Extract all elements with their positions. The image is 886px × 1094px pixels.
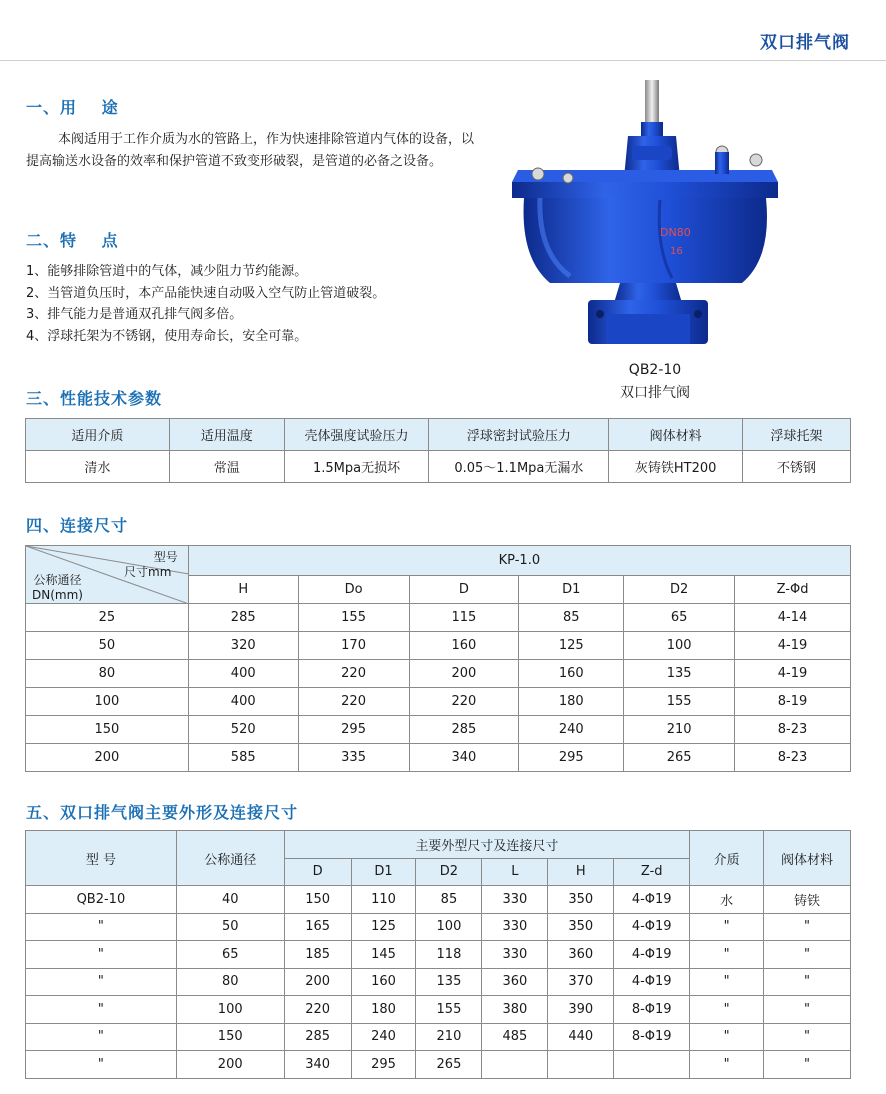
table-cell: 100	[26, 688, 189, 716]
table-cell: 340	[284, 1051, 351, 1079]
performance-table	[25, 418, 851, 483]
table-header-cell: 阀体材料	[609, 419, 743, 451]
title-divider	[0, 60, 886, 61]
feature-item: 1、能够排除管道中的气体，减少阻力节约能源。	[26, 264, 308, 279]
table-cell: 295	[351, 1051, 416, 1079]
table-cell: 铸铁	[764, 886, 851, 914]
table-cell: 65	[176, 941, 284, 969]
section-features-title: 特 点	[60, 231, 128, 250]
section-connection-heading: 四、连接尺寸	[26, 516, 129, 535]
feature-list	[26, 261, 486, 347]
table-cell: "	[26, 968, 177, 996]
table-header-cell: H	[548, 858, 614, 886]
table-cell: 150	[26, 716, 189, 744]
table-header-cell: 公称通径	[176, 831, 284, 886]
table-cell: 330	[482, 886, 548, 914]
table-cell: 100	[176, 996, 284, 1024]
table-cell: "	[690, 913, 764, 941]
table-cell: 125	[351, 913, 416, 941]
table-cell: 80	[176, 968, 284, 996]
table-cell: 285	[188, 604, 298, 632]
table-cell: 65	[624, 604, 735, 632]
table-cell: 180	[519, 688, 624, 716]
table-corner-cell	[26, 546, 189, 604]
table-cell: 4-Φ19	[614, 941, 690, 969]
table-cell: 350	[548, 913, 614, 941]
table-cell: "	[690, 1051, 764, 1079]
table-header-cell: 浮球密封试验压力	[429, 419, 609, 451]
table-cell: 320	[188, 632, 298, 660]
page-title: 双口排气阀	[760, 33, 850, 53]
table-header-cell: Do	[298, 575, 409, 604]
valve-product-image	[510, 78, 782, 353]
table-cell: 125	[519, 632, 624, 660]
table-row	[26, 1023, 851, 1051]
section-use-number: 一、	[26, 98, 61, 117]
table-header-cell: 介质	[690, 831, 764, 886]
table-cell: "	[764, 1023, 851, 1051]
table-header-cell: 壳体强度试验压力	[284, 419, 429, 451]
table-cell: "	[690, 968, 764, 996]
table-cell: "	[764, 996, 851, 1024]
table-cell: 水	[690, 886, 764, 914]
table-cell: 335	[298, 744, 409, 772]
table-cell: "	[690, 1023, 764, 1051]
table-cell: 220	[298, 688, 409, 716]
table-cell: "	[764, 913, 851, 941]
valve-top-flange	[512, 182, 778, 198]
table-header-cell: D2	[416, 858, 482, 886]
table-cell: 85	[519, 604, 624, 632]
corner-model-label: 型号	[153, 550, 178, 564]
section-outline-heading: 五、双口排气阀主要外形及连接尺寸	[26, 803, 299, 822]
table-cell: 1.5Mpa无损坏	[284, 451, 429, 483]
table-cell: 360	[548, 941, 614, 969]
table-cell: QB2-10	[26, 886, 177, 914]
table-cell: 330	[482, 941, 548, 969]
table-cell	[482, 1051, 548, 1079]
table-cell: "	[26, 941, 177, 969]
product-name-caption: 双口排气阀	[620, 385, 690, 401]
table-cell: 160	[519, 660, 624, 688]
table-row	[26, 660, 851, 688]
table-row	[26, 604, 851, 632]
table-header-cell: H	[188, 575, 298, 604]
table-cell: 485	[482, 1023, 548, 1051]
table-row	[26, 716, 851, 744]
table-row	[26, 632, 851, 660]
table-cell: 160	[351, 968, 416, 996]
table-cell: "	[26, 1023, 177, 1051]
section-features-number: 二、	[26, 231, 61, 250]
table-cell: 265	[416, 1051, 482, 1079]
table-row	[26, 886, 851, 914]
table-header-row	[26, 546, 851, 576]
table-cell: 150	[284, 886, 351, 914]
table-cell: 50	[176, 913, 284, 941]
table-cell: 4-Φ19	[614, 913, 690, 941]
table-cell: "	[764, 941, 851, 969]
table-cell: 180	[351, 996, 416, 1024]
table-cell: "	[764, 1051, 851, 1079]
table-cell: 8-Φ19	[614, 996, 690, 1024]
section-use-heading	[26, 95, 128, 118]
section-use-title: 用 途	[60, 98, 128, 117]
table-cell: 330	[482, 913, 548, 941]
table-cell: 40	[176, 886, 284, 914]
table-cell: 360	[482, 968, 548, 996]
table-cell: 常温	[169, 451, 284, 483]
table-cell: 155	[624, 688, 735, 716]
table-cell: 210	[416, 1023, 482, 1051]
table-cell: 150	[176, 1023, 284, 1051]
table-cell: 4-19	[735, 660, 851, 688]
valve-stem	[645, 80, 659, 128]
table-cell: 585	[188, 744, 298, 772]
table-cell: 100	[624, 632, 735, 660]
table-cell: 85	[416, 886, 482, 914]
table-header-cell: D2	[624, 575, 735, 604]
table-model-header: KP-1.0	[188, 546, 850, 576]
bolt-icon	[532, 168, 544, 180]
table-cell: 145	[351, 941, 416, 969]
outline-table-body	[26, 886, 851, 1079]
table-cell: 440	[548, 1023, 614, 1051]
table-cell: 220	[284, 996, 351, 1024]
table-cell: 185	[284, 941, 351, 969]
table-cell: 118	[416, 941, 482, 969]
table-row	[26, 913, 851, 941]
section-performance-heading: 三、性能技术参数	[26, 389, 163, 408]
table-cell: 340	[409, 744, 519, 772]
table-cell: 370	[548, 968, 614, 996]
table-cell: 285	[409, 716, 519, 744]
valve-size-mark: DN80	[660, 226, 691, 239]
table-cell: 380	[482, 996, 548, 1024]
table-cell: 灰铸铁HT200	[609, 451, 743, 483]
table-cell	[614, 1051, 690, 1079]
table-header-cell: Z-Φd	[735, 575, 851, 604]
table-cell: 240	[351, 1023, 416, 1051]
table-header-cell: L	[482, 858, 548, 886]
table-cell: 100	[416, 913, 482, 941]
table-cell: 50	[26, 632, 189, 660]
table-header-cell: D1	[351, 858, 416, 886]
feature-item: 2、当管道负压时，本产品能快速自动吸入空气防止管道破裂。	[26, 285, 386, 301]
table-header-cell: 型 号	[26, 831, 177, 886]
table-cell: 295	[519, 744, 624, 772]
table-cell: "	[26, 1051, 177, 1079]
table-cell	[548, 1051, 614, 1079]
table-cell: 210	[624, 716, 735, 744]
table-header-cell: 阀体材料	[764, 831, 851, 886]
table-cell: "	[26, 913, 177, 941]
table-cell: 350	[548, 886, 614, 914]
table-row	[26, 451, 851, 483]
table-cell: 170	[298, 632, 409, 660]
table-row	[26, 1051, 851, 1079]
valve-pressure-mark: 16	[670, 246, 683, 257]
section-use-text: 本阀适用于工作介质为水的管路上，作为快速排除管道内气体的设备，以提高输送水设备的效率和保护管道不致变形破裂，是管道的必备之设备。	[26, 132, 475, 169]
table-header-row	[26, 419, 851, 451]
table-header-cell: 适用温度	[169, 419, 284, 451]
table-cell: 265	[624, 744, 735, 772]
table-cell: 4-Φ19	[614, 968, 690, 996]
table-row	[26, 996, 851, 1024]
table-cell: 155	[298, 604, 409, 632]
table-cell: 8-23	[735, 744, 851, 772]
table-cell: 200	[409, 660, 519, 688]
table-cell: 不锈钢	[743, 451, 851, 483]
table-cell: 400	[188, 688, 298, 716]
table-cell: "	[690, 941, 764, 969]
corner-size-label: 尺寸mm	[124, 565, 172, 579]
table-cell: 4-Φ19	[614, 886, 690, 914]
bolt-icon	[750, 154, 762, 166]
table-cell: 135	[624, 660, 735, 688]
table-cell: 0.05～1.1Mpa无漏水	[429, 451, 609, 483]
corner-dn-label: 公称通径 DN(mm)	[32, 573, 83, 602]
section-features-heading	[26, 228, 128, 251]
table-row	[26, 688, 851, 716]
table-cell: 110	[351, 886, 416, 914]
table-cell: 8-19	[735, 688, 851, 716]
table-cell: 8-Φ19	[614, 1023, 690, 1051]
table-cell: 295	[298, 716, 409, 744]
table-header-cell: Z-d	[614, 858, 690, 886]
table-cell: "	[26, 996, 177, 1024]
feature-item: 4、浮球托架为不锈钢，使用寿命长，安全可靠。	[26, 328, 308, 344]
feature-item: 3、排气能力是普通双孔排气阀多倍。	[26, 307, 243, 322]
table-header-cell: D	[409, 575, 519, 604]
table-row	[26, 744, 851, 772]
table-cell: 155	[416, 996, 482, 1024]
table-header-cell: D	[284, 858, 351, 886]
table-group-header: 主要外型尺寸及连接尺寸	[284, 831, 690, 859]
bolt-icon	[563, 173, 573, 183]
outline-table	[25, 830, 851, 1079]
table-cell: 25	[26, 604, 189, 632]
table-cell: 200	[284, 968, 351, 996]
table-header-cell: D1	[519, 575, 624, 604]
table-cell: 135	[416, 968, 482, 996]
table-cell: 8-23	[735, 716, 851, 744]
table-cell: "	[764, 968, 851, 996]
table-cell: 240	[519, 716, 624, 744]
table-cell: 220	[298, 660, 409, 688]
table-header-cell: 适用介质	[26, 419, 170, 451]
table-cell: 400	[188, 660, 298, 688]
table-cell: 115	[409, 604, 519, 632]
connection-table-body	[26, 604, 851, 772]
table-cell: 285	[284, 1023, 351, 1051]
table-cell: 200	[26, 744, 189, 772]
table-cell: 200	[176, 1051, 284, 1079]
table-cell: "	[690, 996, 764, 1024]
table-header-row	[26, 831, 851, 859]
table-cell: 520	[188, 716, 298, 744]
table-cell: 390	[548, 996, 614, 1024]
connection-table	[25, 545, 851, 772]
table-cell: 4-14	[735, 604, 851, 632]
table-cell: 清水	[26, 451, 170, 483]
table-row	[26, 968, 851, 996]
table-cell: 160	[409, 632, 519, 660]
table-cell: 80	[26, 660, 189, 688]
table-row	[26, 941, 851, 969]
table-cell: 220	[409, 688, 519, 716]
table-header-cell: 浮球托架	[743, 419, 851, 451]
product-model-caption: QB2-10	[628, 362, 682, 378]
table-cell: 165	[284, 913, 351, 941]
table-cell: 4-19	[735, 632, 851, 660]
